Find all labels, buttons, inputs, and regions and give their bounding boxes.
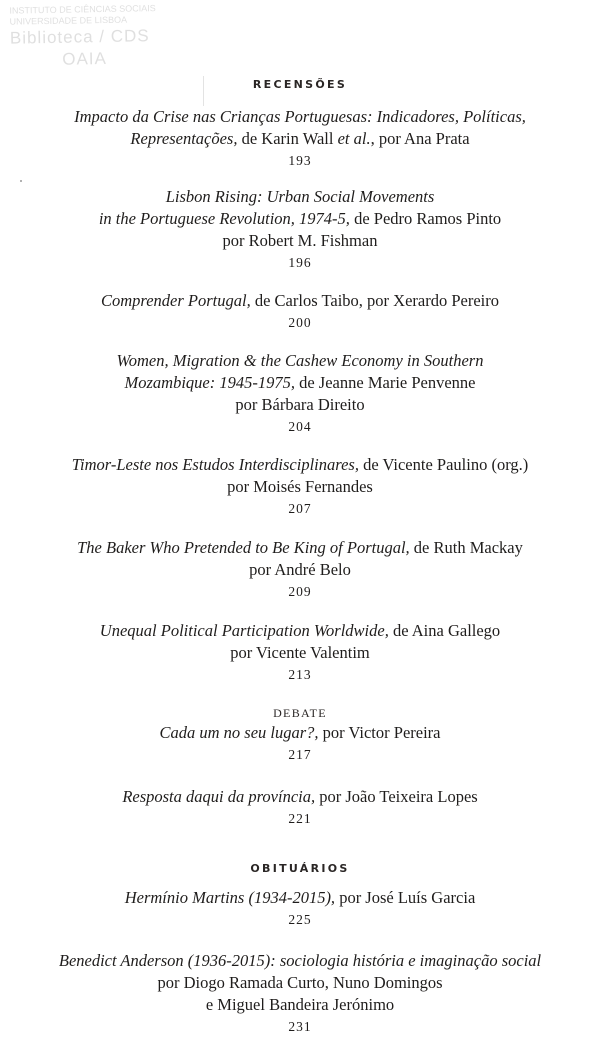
toc-entry	[40, 537, 560, 602]
entry-line	[40, 186, 560, 208]
entry-line	[40, 128, 560, 150]
page-number: 209	[288, 584, 312, 599]
page-number: 221	[288, 811, 312, 826]
entry-author: de Carlos Taibo, por Xerardo Pereiro	[250, 291, 499, 310]
page-number: 225	[288, 912, 312, 927]
entry-author: de Aina Gallego	[388, 621, 501, 640]
entry-line	[20, 972, 580, 994]
entry-line	[40, 394, 560, 416]
section-heading-debate: DEBATE	[273, 706, 327, 720]
entry-line	[40, 290, 560, 312]
entry-title: Timor-Leste nos Estudos Interdisciplinares,	[71, 455, 359, 474]
entry-line	[40, 476, 560, 498]
entry-reviewer: por Moisés Fernandes	[227, 477, 373, 496]
entry-title: Comprender Portugal,	[101, 291, 251, 310]
speck	[20, 180, 22, 182]
section-heading-obituarios: OBITUÁRIOS	[250, 862, 350, 875]
entry-line	[40, 106, 560, 128]
stamp-line: UNIVERSIDADE DE LISBOA	[9, 14, 128, 27]
entry-reviewer: e Miguel Bandeira Jerónimo	[205, 995, 395, 1014]
entry-line	[40, 642, 560, 664]
page-number: 217	[288, 747, 312, 762]
toc-entry	[40, 350, 560, 437]
entry-line	[20, 994, 580, 1016]
entry-title: Women, Migration & the Cashew Economy in Southern	[116, 351, 484, 370]
section-heading-recensoes: RECENSÕES	[252, 78, 348, 91]
toc-entry	[40, 106, 560, 171]
entry-title: Mozambique: 1945-1975,	[124, 373, 295, 392]
library-stamp	[9, 2, 200, 85]
entry-reviewer: por André Belo	[249, 560, 351, 579]
entry-title: Hermínio Martins (1934-2015),	[124, 888, 336, 907]
entry-title: Lisbon Rising: Urban Social Movements	[165, 187, 435, 206]
entry-title: Representações,	[130, 129, 238, 148]
entry-title: Benedict Anderson (1936-2015): sociologia história e imaginação social	[58, 951, 542, 970]
stamp-line: INSTITUTO DE CIÊNCIAS SOCIAIS	[9, 3, 156, 16]
entry-author: de Pedro Ramos Pinto	[349, 209, 502, 228]
entry-line	[40, 537, 560, 559]
entry-reviewer: por Diogo Ramada Curto, Nuno Domingos	[157, 973, 443, 992]
entry-title: Unequal Political Participation Worldwide,	[99, 621, 389, 640]
entry-reviewer: por Bárbara Direito	[235, 395, 365, 414]
entry-author: de Vicente Paulino (org.)	[358, 455, 529, 474]
page-number: 213	[288, 667, 312, 682]
entry-line	[40, 887, 560, 909]
entry-line	[40, 620, 560, 642]
toc-entry	[40, 290, 560, 333]
entry-title: Cada um no seu lugar?,	[159, 723, 319, 742]
entry-line	[40, 559, 560, 581]
entry-author: por João Teixeira Lopes	[315, 787, 478, 806]
entry-line	[40, 208, 560, 230]
toc-entry	[40, 186, 560, 273]
stamp-line: Biblioteca / CDS	[9, 26, 150, 48]
page-number: 231	[288, 1019, 312, 1034]
stamp-line: OAIA	[62, 48, 108, 69]
entry-author: por José Luís Garcia	[335, 888, 476, 907]
entry-reviewer: por Robert M. Fishman	[222, 231, 378, 250]
entry-author: de Ruth Mackay	[409, 538, 523, 557]
toc-entry	[40, 786, 560, 829]
toc-entry	[40, 887, 560, 930]
entry-line	[20, 950, 580, 972]
page-number: 196	[288, 255, 312, 270]
entry-line	[40, 350, 560, 372]
entry-author-italic: et al.	[337, 129, 371, 148]
entry-author: de Karin Wall	[237, 129, 338, 148]
page-number: 207	[288, 501, 312, 516]
entry-reviewer: , por Ana Prata	[370, 129, 470, 148]
entry-author: de Jeanne Marie Penvenne	[294, 373, 476, 392]
entry-line	[40, 722, 560, 744]
entry-author: por Victor Pereira	[318, 723, 441, 742]
entry-title: The Baker Who Pretended to Be King of Portugal,	[77, 538, 410, 557]
toc-entry	[40, 722, 560, 765]
entry-line	[40, 786, 560, 808]
entry-title: Impacto da Crise nas Crianças Portuguesas: Indicadores, Políticas,	[74, 107, 526, 126]
entry-title: Resposta daqui da província,	[122, 787, 316, 806]
toc-entry	[40, 454, 560, 519]
toc-entry	[20, 950, 580, 1037]
entry-line	[40, 230, 560, 252]
page-number: 193	[288, 153, 312, 168]
entry-reviewer: por Vicente Valentim	[230, 643, 370, 662]
entry-line	[40, 372, 560, 394]
page-number: 204	[288, 419, 312, 434]
entry-title: in the Portuguese Revolution, 1974-5,	[98, 209, 350, 228]
entry-line	[40, 454, 560, 476]
page-number: 200	[288, 315, 312, 330]
toc-entry	[40, 620, 560, 685]
